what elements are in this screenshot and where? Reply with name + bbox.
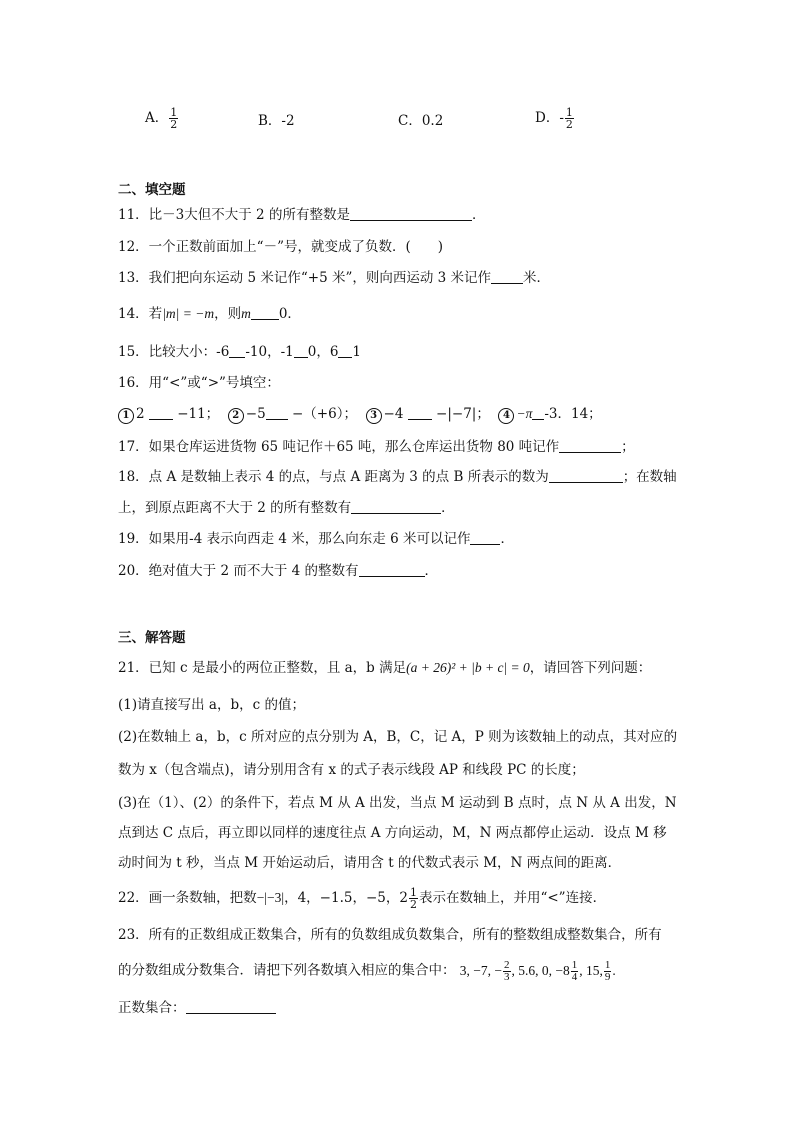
fraction: $\frac{2}{3}$ [504, 959, 510, 983]
question-19: 19．如果用-4 表示向西走 4 米，那么向东走 6 米可以记作 ． [118, 531, 514, 547]
question-15: 15．比较大小：-6 -10，-1 0，6 1 [118, 344, 362, 360]
answer-blank[interactable] [532, 405, 544, 420]
question-11: 11．比－3大但不大于 2 的所有整数是 ． [118, 207, 486, 223]
question-21-part2-cont: 数为 x（包含端点)，请分别用含有 x 的式子表示线段 AP 和线段 PC 的长度； [118, 762, 585, 778]
question-12: 12．一个正数前面加上“－”号，就变成了负数．( ) [118, 239, 444, 255]
question-14: 14．若|m| = −m，则m 0． [118, 306, 301, 322]
circled-number: 3 [366, 408, 382, 424]
answer-blank[interactable] [351, 499, 441, 514]
answer-blank[interactable] [470, 530, 500, 545]
question-20: 20．绝对值大于 2 而不大于 4 的整数有 ． [118, 563, 439, 579]
question-23-cont: 的分数组成分数集合．请把下列各数填入相应的集合中： 3, −7, − $\frac{2}{3}$ , 5.6, 0, −8 $\frac{1}{4}$ , 15, $\frac{1}{9}$ . [118, 959, 616, 983]
question-18-cont: 上，到原点距离不大于 2 的所有整数有 ． [118, 500, 455, 516]
fraction: $\frac{1}{9}$ [604, 959, 611, 983]
question-21-part3-end: 动时间为 t 秒，当点 M 开始运动后，请用含 t 的代数式表示 M，N 两点间的距离． [118, 855, 622, 871]
positive-set-line: 正数集合： [118, 998, 276, 1018]
answer-blank[interactable] [294, 343, 308, 358]
answer-blank[interactable] [186, 999, 276, 1014]
option-b: B．-2 [258, 113, 295, 129]
answer-blank[interactable] [251, 305, 279, 320]
fraction: $\frac{1}{2}$ [170, 106, 178, 131]
answer-blank[interactable] [229, 343, 245, 358]
option-a: A． $\frac{1}{2}$ [145, 106, 178, 131]
answer-blank[interactable] [266, 405, 288, 420]
answer-blank[interactable] [491, 269, 523, 284]
number-list: 3, −7, − $\frac{2}{3}$ , 5.6, 0, −8 $\frac{1}{4}$ , 15, $\frac{1}{9}$ . [459, 959, 616, 983]
section-heading-fill: 二、填空题 [118, 182, 186, 198]
fraction: $\frac{1}{2}$ [565, 106, 573, 131]
question-21-part3-cont: 点到达 C 点后，再立即以同样的速度往点 A 方向运动，M，N 两点都停止运动．设点 M 移 [118, 825, 667, 841]
answer-blank[interactable] [149, 405, 173, 420]
question-21: 21．已知 c 是最小的两位正整数，且 a，b 满足(a + 26)² + |b + c| = 0，请回答下列问题： [118, 660, 652, 676]
section-heading-solve: 三、解答题 [118, 630, 186, 646]
question-22: 22．画一条数轴，把数−|−3|，4，−1.5，−5，2 $\frac{1}{2}$ 表示在数轴上，并用“<”连接． [118, 886, 607, 911]
answer-blank[interactable] [549, 468, 623, 483]
answer-blank[interactable] [350, 206, 472, 221]
answer-blank[interactable] [338, 343, 352, 358]
question-17: 17．如果仓库运进货物 65 吨记作＋65 吨，那么仓库运出货物 80 吨记作 ； [118, 439, 635, 455]
option-c: C．0.2 [398, 113, 444, 129]
question-16-items: 1 2 −11； 2 −5 −（+6）； 3 −4 −|−7|； 4 −π -3．14； [118, 404, 602, 424]
question-18: 18．点 A 是数轴上表示 4 的点，与点 A 距离为 3 的点 B 所表示的数为 ；在数轴 [118, 469, 677, 485]
circled-number: 2 [228, 408, 244, 424]
question-13: 13．我们把向东运动 5 米记作“+5 米”，则向西运动 3 米记作 米． [118, 270, 551, 286]
question-16: 16．用“<”或“>”号填空： [118, 375, 280, 391]
question-21-part3: (3)在（1）、(2）的条件下，若点 M 从 A 出发，当点 M 运动到 B 点时，点 N 从 A 出发，N [118, 795, 677, 811]
fraction: $\frac{1}{2}$ [409, 886, 417, 911]
question-21-part1: (1)请直接写出 a，b，c 的值； [118, 697, 305, 713]
answer-blank[interactable] [408, 405, 432, 420]
option-d: D．- $\frac{1}{2}$ [535, 106, 573, 131]
question-23: 23．所有的正数组成正数集合，所有的负数组成负数集合，所有的整数组成整数集合，所有 [118, 927, 662, 943]
question-21-part2: (2)在数轴上 a，b，c 所对应的点分别为 A，B，C，记 A，P 则为该数轴上的动点，其对应的 [118, 729, 678, 745]
circled-number: 4 [498, 408, 514, 424]
answer-blank[interactable] [559, 438, 621, 453]
fraction: $\frac{1}{4}$ [571, 959, 578, 983]
circled-number: 1 [118, 408, 134, 424]
answer-blank[interactable] [359, 562, 425, 577]
